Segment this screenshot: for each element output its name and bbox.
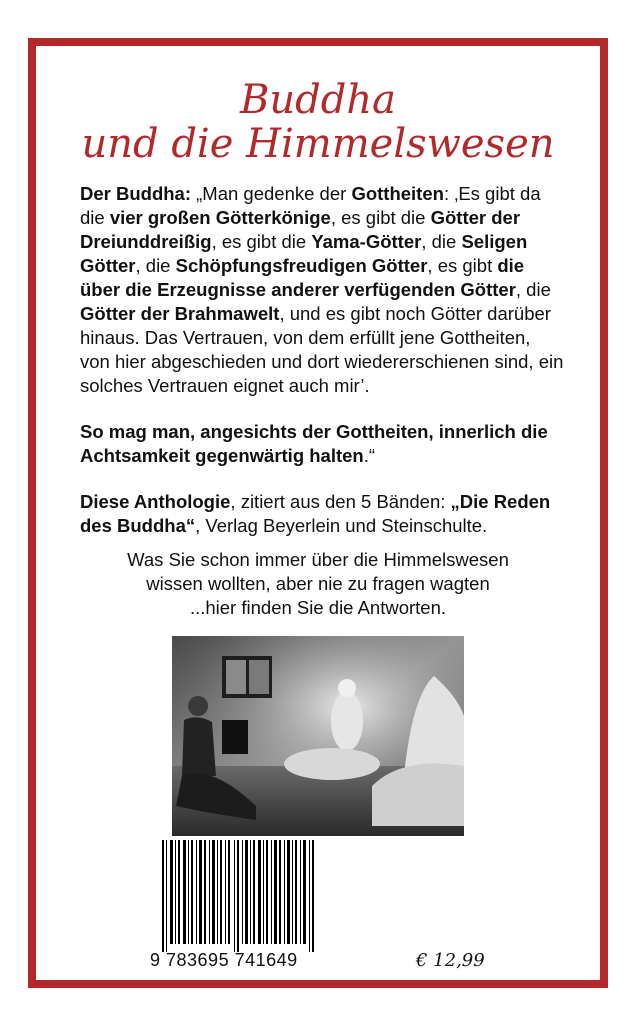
- quote-text: , und es gibt noch Götter darüber hinaus. Das Vertrauen, von dem erfüllt jene Gottheiten, von hier abgeschieden und dort wiedererschienen sind, ein solches Vertrauen eignet auch mir’.: [80, 303, 564, 396]
- book-title: [36, 78, 600, 166]
- quote-bold: Götter der Dreiunddreißig: [80, 207, 521, 252]
- quote-text: „Man gedenke der: [191, 183, 352, 204]
- quote-text: , die: [421, 231, 462, 252]
- quote-intro: Der Buddha:: [80, 183, 191, 204]
- quote-text: : ‚Es gibt da die: [80, 183, 541, 228]
- temple-photo-image: [172, 636, 464, 836]
- anthology-bold: Diese Anthologie: [80, 491, 231, 512]
- buddha-quote: [80, 182, 564, 398]
- quote-text: , es gibt: [427, 255, 498, 276]
- tagline: [36, 548, 600, 620]
- tagline-line-2: wissen wollten, aber nie zu fragen wagten: [146, 573, 490, 594]
- exhortation-bold: So mag man, angesichts der Gottheiten, innerlich die Achtsamkeit gegenwärtig halten: [80, 421, 548, 466]
- tagline-line-1: Was Sie schon immer über die Himmelswesen: [127, 549, 509, 570]
- anthology-note: [80, 490, 564, 538]
- tagline-line-3: ...hier finden Sie die Antworten.: [189, 597, 447, 618]
- cover-frame: [28, 38, 608, 988]
- quote-bold: Götter der Brahmawelt: [80, 303, 280, 324]
- quote-bold: die über die Erzeugnisse anderer verfügenden Götter: [80, 255, 525, 300]
- barcode: [160, 840, 320, 952]
- quote-text: , es gibt die: [330, 207, 431, 228]
- quote-bold: Yama-Götter: [311, 231, 422, 252]
- quote-bold: vier großen Götterkönige: [109, 207, 331, 228]
- exhortation-tail: .“: [363, 445, 376, 466]
- anthology-text: , Verlag Beyerlein und Steinschulte.: [195, 515, 488, 536]
- quote-bold: Seligen Götter: [80, 231, 528, 276]
- anthology-text: , zitiert aus den 5 Bänden:: [230, 491, 451, 512]
- isbn-number: 9 783695 741649: [150, 950, 298, 970]
- price: € 12,99: [416, 950, 485, 971]
- title-line-1: Buddha: [240, 77, 396, 123]
- back-cover-text: [80, 182, 564, 560]
- temple-photo: [172, 636, 464, 836]
- anthology-bold: „Die Reden des Buddha“: [80, 491, 551, 536]
- title-line-2: und die Himmelswesen: [81, 121, 555, 167]
- quote-text: , die: [515, 279, 551, 300]
- quote-text: , die: [135, 255, 176, 276]
- exhortation: [80, 420, 564, 468]
- quote-bold: Gottheiten: [351, 183, 444, 204]
- quote-text: , es gibt die: [211, 231, 312, 252]
- quote-bold: Schöpfungsfreudigen Götter: [175, 255, 428, 276]
